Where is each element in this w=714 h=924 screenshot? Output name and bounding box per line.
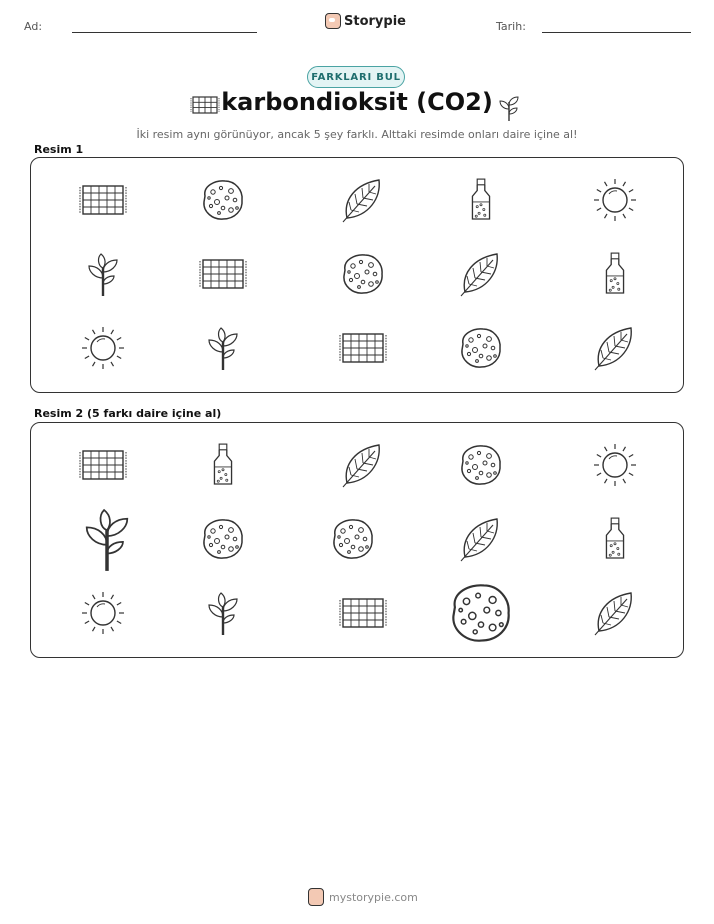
bottle-icon[interactable] [472,179,489,219]
date-field[interactable] [542,32,691,33]
leaf-icon[interactable] [343,445,379,487]
plant-sprout-icon[interactable] [89,254,117,296]
grid-mat-icon[interactable] [80,186,126,214]
picture1-label: Resim 1 [34,143,84,156]
leaf-icon[interactable] [343,180,379,222]
name-label: Ad: [24,20,43,33]
sun-icon[interactable] [594,444,636,486]
cookie-icon[interactable] [204,520,242,558]
leaf-icon[interactable] [461,254,497,296]
leaf-icon[interactable] [595,593,631,635]
sun-icon[interactable] [82,327,124,369]
picture2-panel [30,422,684,658]
activity-badge: FARKLARI BUL [307,66,405,88]
cookie-icon[interactable] [204,181,242,219]
grid-mat-icon[interactable] [340,599,386,627]
cookie-icon[interactable] [334,520,372,558]
plant-sprout-icon[interactable] [87,510,128,571]
brand-logo [325,13,406,29]
leaf-icon[interactable] [461,519,497,561]
brand-name: Storypie [344,13,406,29]
leaf-icon[interactable] [595,328,631,370]
grid-mat-icon[interactable] [80,451,126,479]
cookie-icon[interactable] [462,446,500,484]
picture2-label: Resim 2 (5 farkı daire içine al) [34,407,222,420]
page-title: karbondioksit (CO2) [221,88,493,116]
grid-mat-icon[interactable] [200,260,246,288]
cookie-icon[interactable] [462,329,500,367]
bottle-icon[interactable] [606,518,623,558]
sun-icon[interactable] [594,179,636,221]
plant-sprout-title-icon [497,92,521,122]
name-field[interactable] [72,32,257,33]
footer-site[interactable]: mystorypie.com [329,890,418,904]
storypie-logo-icon [325,13,341,29]
picture1-canvas [31,158,685,394]
storypie-footer-icon [308,888,324,906]
instructions: İki resim aynı görünüyor, ancak 5 şey farklı. Alttaki resimde onları daire içine al! [136,128,578,141]
bottle-icon[interactable] [214,444,231,484]
date-label: Tarih: [496,20,526,33]
cookie-icon[interactable] [344,255,382,293]
picture1-panel [30,157,684,393]
plant-sprout-icon[interactable] [209,328,237,370]
sun-icon[interactable] [82,592,124,634]
picture2-canvas [31,423,685,659]
cookie-icon[interactable] [453,585,508,640]
plant-sprout-icon[interactable] [209,593,237,635]
bottle-icon[interactable] [606,253,623,293]
footer [308,888,418,906]
grid-mat-icon[interactable] [340,334,386,362]
